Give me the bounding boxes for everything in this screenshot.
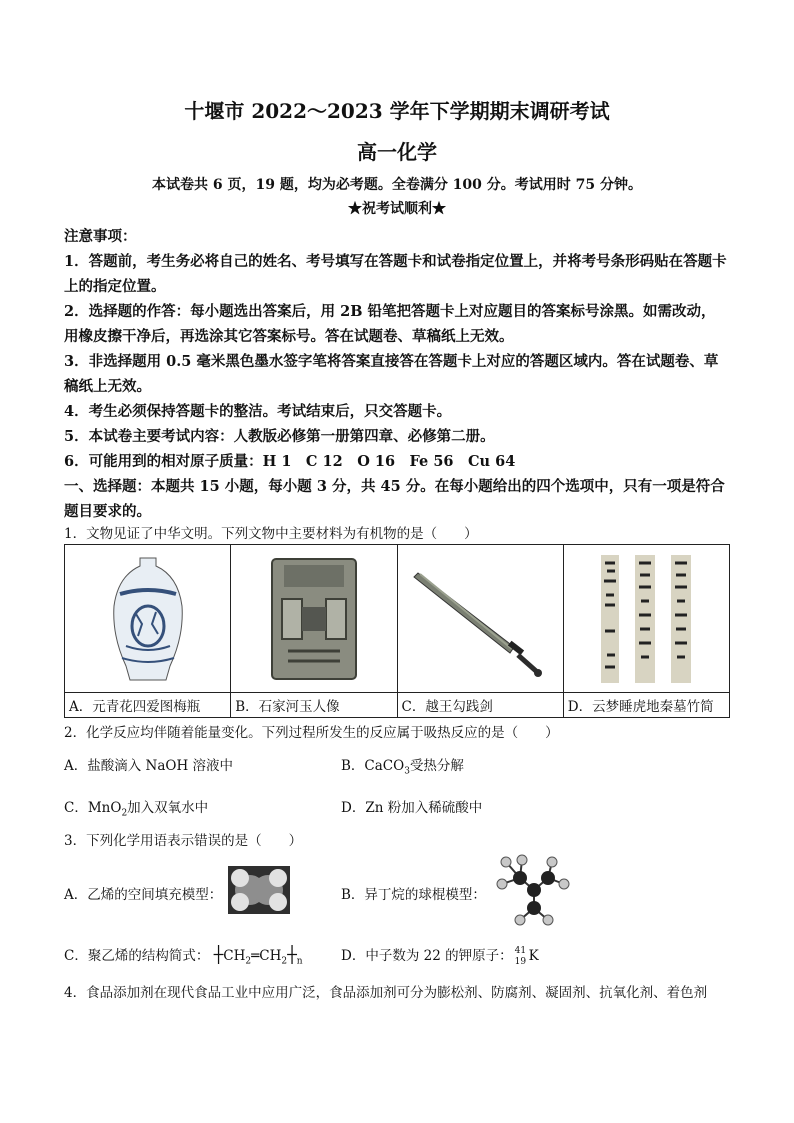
bamboo-slips-image — [591, 551, 701, 687]
note-item-4: 4．考生必须保持答题卡的整洁。考试结束后，只交答题卡。 — [64, 403, 452, 420]
q1-option-d: D．云梦睡虎地秦墓竹简 — [563, 693, 729, 718]
isotope-symbol: K — [528, 948, 539, 964]
polyethylene-left-bracket: ┼ — [213, 945, 224, 964]
q3-option-d-label: D．中子数为 22 的钾原子： — [341, 948, 513, 964]
notes-heading: 注意事项： — [64, 228, 137, 245]
notes-section — [64, 224, 730, 524]
q3-option-c-bond: ═ — [251, 948, 260, 964]
isobutane-ball-stick-model — [490, 854, 570, 928]
note-item-5: 5．本试卷主要考试内容：人教版必修第一册第四章、必修第二册。 — [64, 428, 495, 445]
isotope-atomic-number: 19 — [514, 956, 527, 967]
q3-option-b: B．异丁烷的球棍模型： — [341, 887, 486, 903]
q2-option-a: A．盐酸滴入 NaOH 溶液中 — [64, 758, 234, 774]
q2-option-b — [341, 754, 464, 777]
q3-option-d — [341, 944, 539, 966]
q2-stem: 2．化学反应均伴随着能量变化。下列过程所发生的反应属于吸热反应的是（ ） — [64, 725, 559, 741]
q1-relics-table — [64, 544, 730, 718]
q3-option-c — [64, 944, 303, 967]
subject-title: 高一化学 — [357, 140, 437, 164]
relic-cell-c — [397, 545, 563, 693]
exam-title: 十堰市 2022～2023 学年下学期期末调研考试 — [184, 99, 610, 123]
potassium-isotope-notation — [513, 945, 529, 967]
q3-option-c-formula-1: CH — [223, 948, 246, 964]
q3-option-c-sub-2: 2 — [281, 956, 288, 967]
jade-figure-image — [266, 555, 362, 683]
q1-option-c: C．越王勾践剑 — [397, 693, 563, 718]
q3-option-c-formula-2: CH — [259, 948, 282, 964]
q2-option-d: D．Zn 粉加入稀硫酸中 — [341, 800, 483, 816]
q3-option-c-label: C．聚乙烯的结构简式： — [64, 948, 210, 964]
exam-wish: ★祝考试顺利★ — [348, 201, 446, 217]
ethylene-space-filling-model — [228, 866, 290, 914]
q2-option-c-sub: 2 — [121, 808, 128, 819]
q2-option-c-text: 加入双氧水中 — [127, 800, 209, 816]
q1-option-a: A．元青花四爱图梅瓶 — [65, 693, 231, 718]
q3-stem: 3．下列化学用语表示错误的是（ ） — [64, 833, 303, 849]
q1-stem: 1．文物见证了中华文明。下列文物中主要材料为有机物的是（ ） — [64, 526, 478, 542]
q3-option-c-n: n — [296, 956, 303, 967]
q2-option-b-text: 受热分解 — [409, 758, 464, 774]
section1-heading: 一、选择题：本题共 15 小题，每小题 3 分，共 45 分。在每小题给出的四个选项中，只有一项是符合题目要求的。 — [64, 478, 725, 520]
relic-cell-a — [65, 545, 231, 693]
note-item-2: 2．选择题的作答：每小题选出答案后，用 2B 铅笔把答题卡上对应题目的答案标号涂黑。如需改动，用橡皮擦干净后，再选涂其它答案标号。答在试题卷、草稿纸上无效。 — [64, 303, 716, 345]
q3-option-c-sub-1: 2 — [245, 956, 252, 967]
vase-image — [106, 554, 190, 684]
q2-option-b-formula: CaCO — [364, 758, 405, 774]
isotope-mass-number: 41 — [514, 945, 527, 956]
q3-option-a: A．乙烯的空间填充模型： — [64, 887, 223, 903]
exam-info: 本试卷共 6 页，19 题，均为必考题。全卷满分 100 分。考试用时 75 分钟。 — [151, 177, 643, 193]
note-item-6: 6．可能用到的相对原子质量：H 1 C 12 O 16 Fe 56 Cu 64 — [64, 453, 516, 470]
q1-option-b: B．石家河玉人像 — [231, 693, 397, 718]
q4-stem: 4．食品添加剂在现代食品工业中应用广泛，食品添加剂可分为膨松剂、防腐剂、凝固剂、抗氧化剂、着色剂 — [64, 985, 708, 1001]
relic-cell-d — [563, 545, 729, 693]
q2-option-b-sub: 3 — [404, 766, 410, 777]
relic-cell-b — [231, 545, 397, 693]
q2-option-c-formula: MnO — [87, 800, 122, 816]
note-item-3: 3．非选择题用 0.5 毫米黑色墨水签字笔将答案直接答在答题卡上对应的答题区域内。答在试题卷、草稿纸上无效。 — [64, 353, 719, 395]
q2-option-c-label: C． — [64, 800, 88, 816]
note-item-1: 1．答题前，考生务必将自己的姓名、考号填写在答题卡和试卷指定位置上，并将考号条形码贴在答题卡上的指定位置。 — [64, 253, 727, 295]
polyethylene-right-bracket: ┼ — [287, 945, 297, 964]
q2-option-b-label: B． — [341, 758, 365, 774]
sword-image — [410, 559, 550, 679]
q2-option-c — [64, 796, 208, 819]
